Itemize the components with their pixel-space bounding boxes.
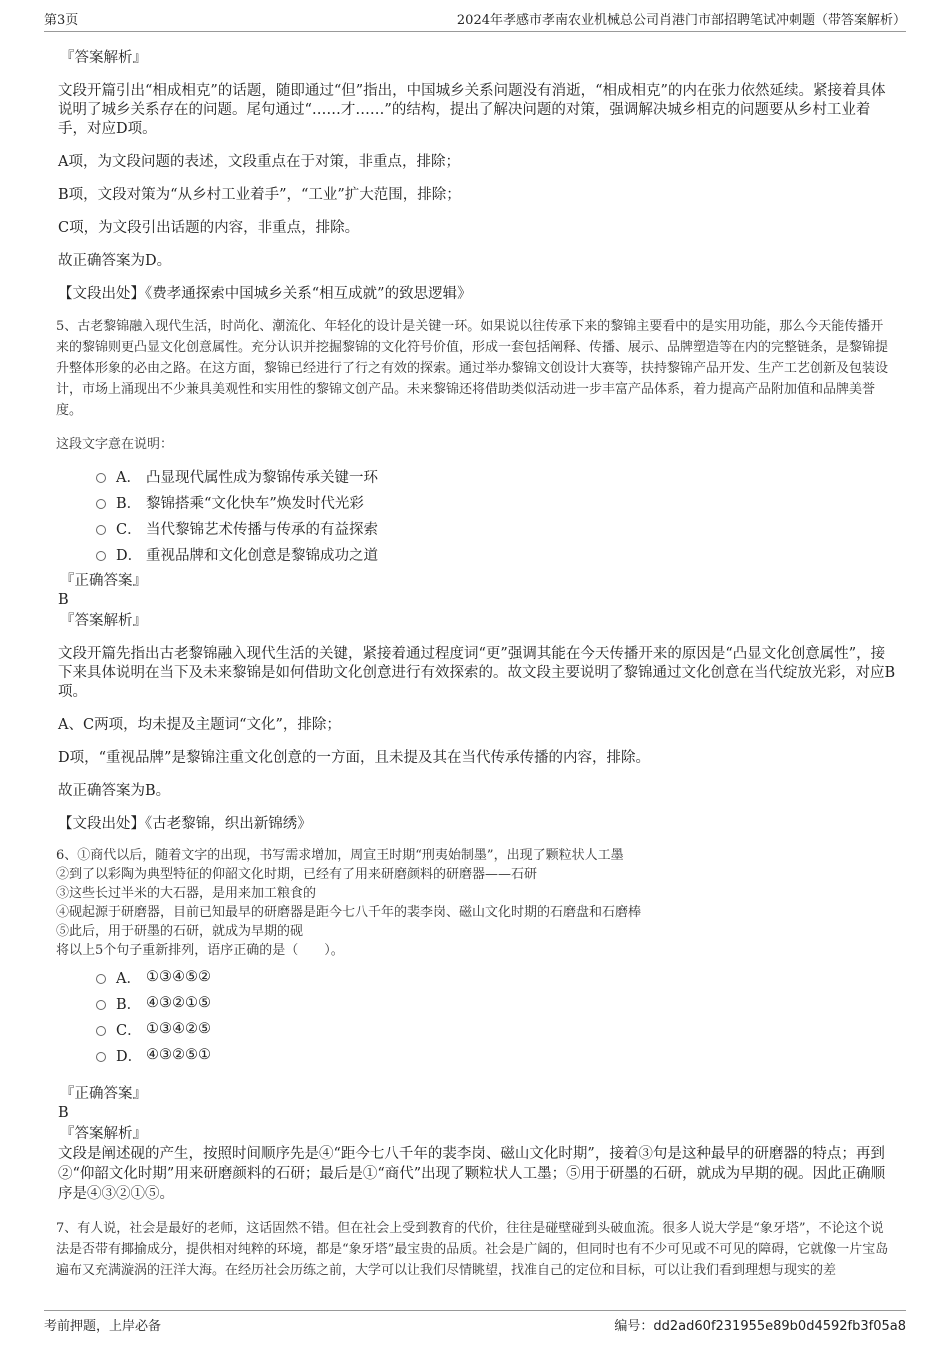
question-stem: 7、有人说，社会是最好的老师，这话固然不错。但在社会上受到教育的代价，往往是碰壁碰到头破血流。很多人说大学是“象牙塔”，不论这个说法是否带有揶揄成分，提供相对纯粹的环境，都是“象牙塔”最宝贵的品质。社会是广阔的，但同时也有不少可见或不可见的障碍，它就像一片宝岛遍布又充满漩涡的汪洋大海。在经历社会历练之前，大学可以让我们尽情眺望，找准自己的定位和目标，可以让我们看到理想与现实的差	[56, 1221, 889, 1278]
q4-analysis-block	[56, 48, 896, 304]
conclusion: 故正确答案为B。	[58, 783, 171, 799]
radio-icon[interactable]	[96, 551, 106, 561]
radio-icon[interactable]	[96, 1000, 106, 1010]
document-title: 2024年孝感市孝南农业机械总公司肖港门市部招聘笔试冲刺题（带答案解析）	[456, 13, 906, 28]
q6-line: ⑤此后，用于研墨的石研，就成为早期的砚	[56, 924, 304, 939]
page-number: 第3页	[44, 13, 79, 28]
question-6	[56, 846, 896, 1204]
question-5	[56, 316, 896, 834]
document-body	[56, 44, 896, 1281]
question-stem: 5、古老黎锦融入现代生活，时尚化、潮流化、年轻化的设计是关键一环。如果说以往传承下来的黎锦主要看中的是实用功能，那么今天能传播开来的黎锦则更凸显文化创意属性。充分认识并挖掘黎锦的文化符号价值，形成一套包括阐释、传播、展示、品牌塑造等在内的完整链条，是黎锦提升整体形象的必由之路。在这方面，黎锦已经进行了行之有效的探索。通过举办黎锦文创设计大赛等，扶持黎锦产品开发、生产工艺创新及包装设计，市场上涌现出不少兼具美观性和实用性的黎锦文创产品。未来黎锦还将借助类似活动进一步丰富产品体系，着力提高产品附加值和品牌美誉度。	[56, 319, 889, 418]
conclusion: 故正确答案为D。	[58, 253, 172, 269]
option-b[interactable]: B． 黎锦搭乘“文化快车”焕发时代光彩	[96, 489, 896, 515]
radio-icon[interactable]	[96, 974, 106, 984]
analysis-label: 『答案解析』	[60, 1126, 147, 1142]
analysis-ac: A、C两项，均未提及主题词“文化”，排除；	[58, 717, 341, 733]
radio-icon[interactable]	[96, 473, 106, 483]
analysis-c: C项，为文段引出话题的内容，非重点，排除。	[58, 220, 360, 236]
options-list	[96, 964, 896, 1068]
analysis-text: 文段是阐述砚的产生，按照时间顺序先是④“距今七八千年的裴李岗、磁山文化时期”，接着③句是这种最早的研磨器的特点；再到②“仰韶文化时期”用来研磨颜料的石研；最后是①“商代”出现了颗粒状人工墨；⑤用于研墨的石研，就成为早期的砚。因此正确顺序是④③②①⑤。	[58, 1146, 886, 1202]
analysis-label: 『答案解析』	[60, 50, 147, 66]
page-footer	[44, 1310, 906, 1334]
option-d[interactable]: D． ④③②⑤①	[96, 1042, 896, 1068]
question-prompt: 这段文字意在说明：	[56, 437, 174, 452]
q6-line: ③这些长过半米的大石器，是用来加工粮食的	[56, 886, 317, 901]
question-7	[56, 1218, 896, 1281]
analysis-b: B项，文段对策为“从乡村工业着手”，“工业”扩大范围，排除；	[58, 187, 461, 203]
q6-prompt: 将以上5个句子重新排列，语序正确的是（ ）。	[56, 943, 344, 958]
option-c[interactable]: C． ①③④②⑤	[96, 1016, 896, 1042]
radio-icon[interactable]	[96, 1026, 106, 1036]
correct-label: 『正确答案』	[60, 573, 147, 589]
option-c[interactable]: C． 当代黎锦艺术传播与传承的有益探索	[96, 515, 896, 541]
analysis-text: 文段开篇引出“相成相克”的话题，随即通过“但”指出，中国城乡关系问题没有消逝，“相成相克”的内在张力依然延续。紧接着具体说明了城乡关系存在的问题。尾句通过“……才……”的结构，提出了解决问题的对策，强调解决城乡相克的问题要从乡村工业着手，对应D项。	[58, 83, 886, 137]
option-a[interactable]: A． ①③④⑤②	[96, 964, 896, 990]
source: 【文段出处】《古老黎锦，织出新锦绣》	[58, 816, 312, 832]
radio-icon[interactable]	[96, 499, 106, 509]
analysis-a: A项，为文段问题的表述，文段重点在于对策，非重点，排除；	[58, 154, 460, 170]
option-b[interactable]: B． ④③②①⑤	[96, 990, 896, 1016]
footer-slogan: 考前押题，上岸必备	[44, 1319, 162, 1334]
correct-answer: B	[58, 592, 69, 608]
source: 【文段出处】《费孝通探索中国城乡关系“相互成就”的致思逻辑》	[58, 286, 472, 302]
correct-answer: B	[58, 1105, 69, 1121]
analysis-label: 『答案解析』	[60, 613, 147, 629]
correct-label: 『正确答案』	[60, 1086, 147, 1102]
q6-line: 6、①商代以后，随着文字的出现，书写需求增加，周宣王时期“刑夷始制墨”，出现了颗粒状人工墨	[56, 848, 624, 863]
footer-code: 编号：dd2ad60f231955e89b0d4592fb3f05a8	[614, 1319, 906, 1334]
option-d[interactable]: D． 重视品牌和文化创意是黎锦成功之道	[96, 541, 896, 567]
analysis-d: D项，“重视品牌”是黎锦注重文化创意的一方面，且未提及其在当代传承传播的内容，排除。	[58, 750, 650, 766]
options-list	[96, 463, 896, 567]
radio-icon[interactable]	[96, 525, 106, 535]
radio-icon[interactable]	[96, 1052, 106, 1062]
analysis-text: 文段开篇先指出古老黎锦融入现代生活的关键，紧接着通过程度词“更”强调其能在今天传播开来的原因是“凸显文化创意属性”，接下来具体说明在当下及未来黎锦是如何借助文化创意进行有效探索的。故文段主要说明了黎锦通过文化创意在当代绽放光彩，对应B项。	[58, 646, 896, 700]
q6-line: ②到了以彩陶为典型特征的仰韶文化时期，已经有了用来研磨颜料的研磨器——石研	[56, 867, 538, 882]
page-header	[44, 8, 906, 32]
q6-line: ④砚起源于研磨器，目前已知最早的研磨器是距今七八千年的裴李岗、磁山文化时期的石磨盘和石磨棒	[56, 905, 642, 920]
option-a[interactable]: A． 凸显现代属性成为黎锦传承关键一环	[96, 463, 896, 489]
